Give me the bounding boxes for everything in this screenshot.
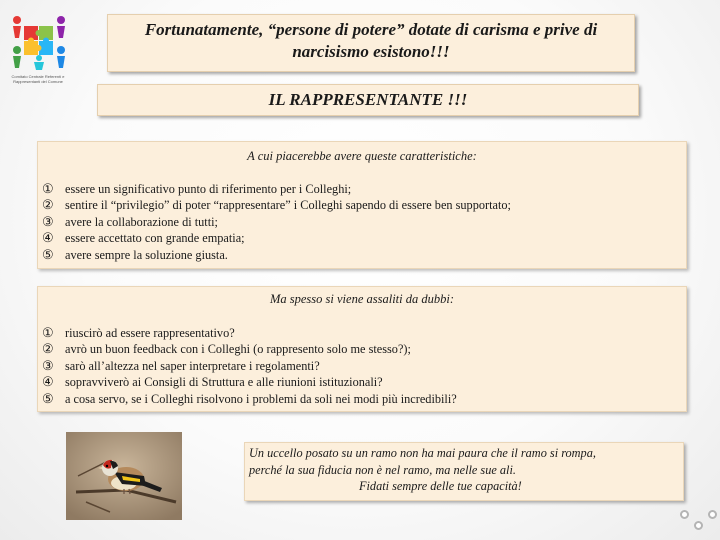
- puzzle-people-logo-icon: [8, 10, 70, 72]
- quote-line-1: Un uccello posato su un ramo non ha mai paura che il ramo si rompa,: [249, 446, 596, 460]
- list-number: ③: [42, 213, 54, 229]
- list-item: [38, 230, 686, 246]
- decorative-ring-icon: [694, 521, 703, 530]
- list-number: ①: [42, 181, 54, 196]
- list-item: [38, 247, 686, 263]
- list-item-text: avere sempre la soluzione giusta.: [65, 247, 228, 262]
- page-title: [107, 14, 635, 72]
- quote-line-2: perché la sua fiducia non è nel ramo, ma nelle sue ali.: [249, 462, 516, 477]
- goldfinch-photo: [66, 432, 182, 520]
- list-item: [38, 214, 686, 230]
- panel-header: A cui piacerebbe avere queste caratteristiche:: [247, 149, 477, 163]
- logo: [8, 10, 70, 72]
- decorative-ring-icon: [708, 510, 717, 519]
- doubts-panel: [37, 286, 687, 412]
- section-title: [97, 84, 639, 116]
- list-item-text: sarò all’altezza nel saper interpretare i regolamenti?: [65, 358, 320, 373]
- list-item-text: riuscirò ad essere rappresentativo?: [65, 326, 235, 340]
- list-number: ⑤: [42, 390, 54, 406]
- list-item-text: a cosa servo, se i Colleghi risolvono i problemi da soli nei modi più incredibili?: [65, 391, 457, 406]
- list-item-text: essere un significativo punto di riferimento per i Colleghi;: [65, 182, 352, 196]
- list-item: [38, 358, 686, 374]
- section-title-text: IL RAPPRESENTANTE !!!: [268, 90, 468, 109]
- list-number: ②: [42, 197, 54, 213]
- list-item: [38, 181, 686, 197]
- page-title-line-2: narcisismo esistono!!!: [292, 42, 450, 61]
- list-number: ①: [42, 325, 54, 340]
- list-number: ④: [42, 230, 54, 246]
- list-item: [38, 197, 686, 213]
- list-item-text: sentire il “privilegio” di poter “rappresentare” i Colleghi sapendo di essere ben supportato;: [65, 198, 511, 213]
- goldfinch-bird-icon: [66, 432, 182, 520]
- doubts-list: [38, 325, 686, 407]
- decorative-ring-icon: [680, 510, 689, 519]
- quote-box: [244, 442, 684, 501]
- logo-caption: Comitato Centrale Referenti e Rappresentanti del Comune: [11, 74, 65, 84]
- desired-characteristics-panel: [37, 141, 687, 269]
- characteristics-list: [38, 181, 686, 263]
- quote-line-3: Fidati sempre delle tue capacità!: [359, 479, 522, 493]
- panel-header: Ma spesso si viene assaliti da dubbi:: [269, 292, 454, 306]
- list-number: ③: [42, 357, 54, 373]
- list-item: [38, 325, 686, 341]
- list-item: [38, 341, 686, 357]
- list-number: ②: [42, 341, 54, 357]
- list-number: ④: [42, 374, 54, 390]
- list-number: ⑤: [42, 246, 54, 262]
- list-item-text: essere accettato con grande empatia;: [65, 231, 245, 246]
- list-item: [38, 374, 686, 390]
- list-item-text: sopravviverò ai Consigli di Struttura e alle riunioni istituzionali?: [65, 375, 383, 390]
- list-item: [38, 391, 686, 407]
- list-item-text: avere la collaborazione di tutti;: [65, 214, 218, 229]
- list-item-text: avrò un buon feedback con i Colleghi (o rappresento solo me stesso?);: [65, 342, 411, 357]
- page-title-line-1: Fortunatamente, “persone di potere” dotate di carisma e prive di: [144, 20, 598, 39]
